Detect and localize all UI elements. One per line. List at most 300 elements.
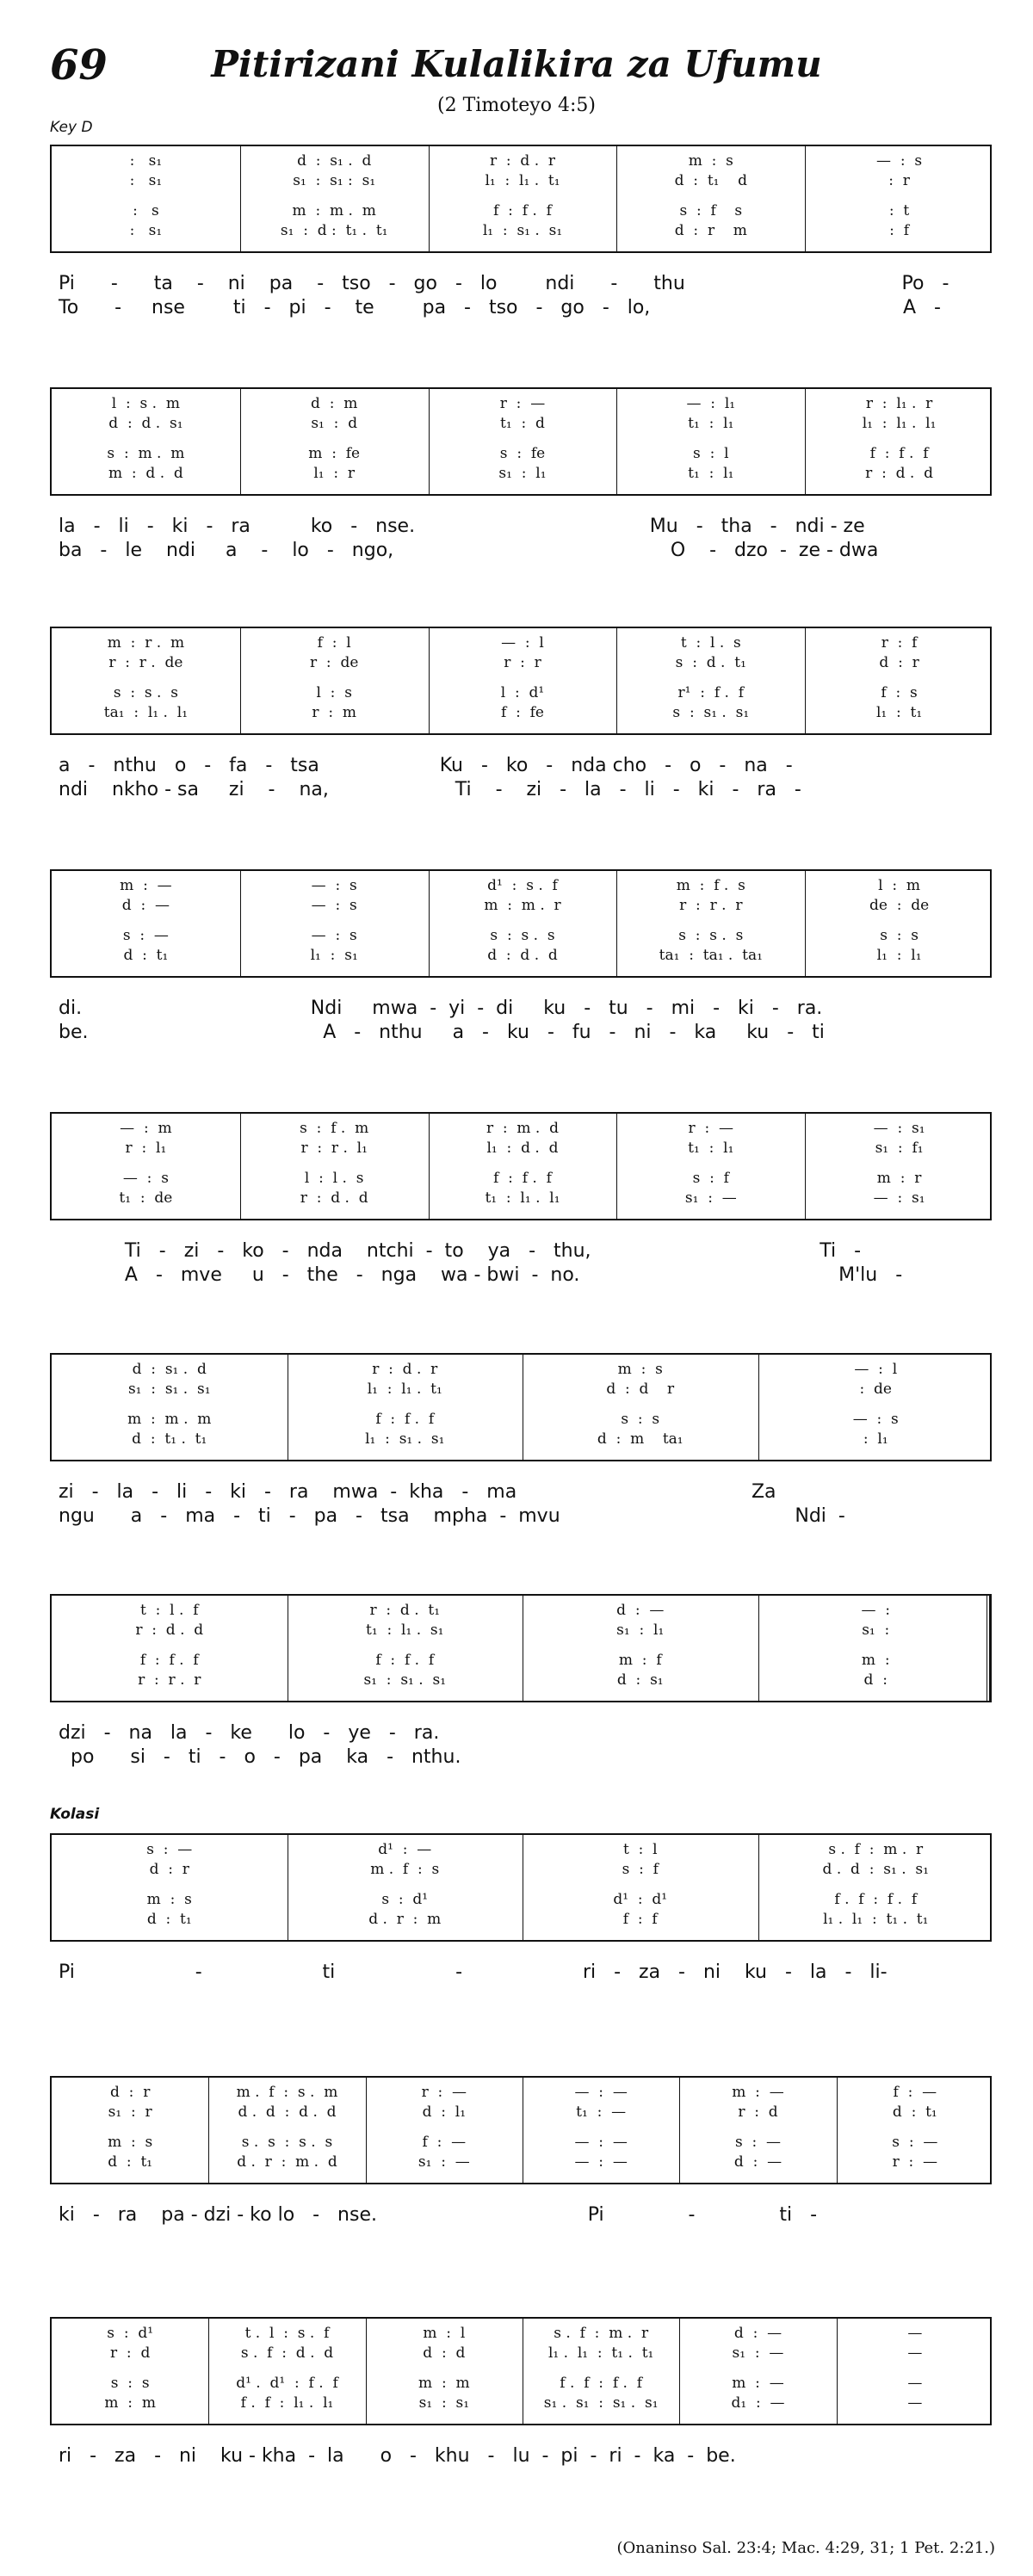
barline	[805, 628, 806, 733]
voice-part-tenor: s : —	[122, 927, 169, 944]
voice-part-tenor: r¹ : f . f	[677, 684, 745, 701]
voice-part-alto: d : d	[423, 2344, 466, 2362]
voice-part-tenor: f : f . f	[493, 1170, 552, 1187]
measure	[805, 389, 993, 494]
voice-part-soprano: r : —	[688, 1120, 734, 1137]
voice-part-bass: l₁ : t₁	[875, 704, 923, 721]
voice-part-bass: s₁ . s₁ : s₁ . s₁	[543, 2394, 659, 2412]
voice-part-alto: r : r . l₁	[300, 1140, 368, 1157]
voice-part-tenor: — : s	[311, 927, 357, 944]
voice-part-soprano: r : d . t₁	[369, 1602, 441, 1619]
voice-part-tenor: m : —	[732, 2375, 784, 2392]
voice-part-soprano: l : m	[878, 877, 921, 894]
barline	[429, 146, 430, 251]
voice-part-soprano: m . f : s . m	[236, 2084, 338, 2101]
barline	[837, 2078, 838, 2183]
voice-part-soprano: — : l	[854, 1361, 898, 1378]
voice-part-tenor: s : s	[110, 2375, 150, 2392]
measure	[523, 1355, 758, 1460]
voice-part-soprano: r : d . r	[372, 1361, 438, 1378]
voice-part-soprano: l : s . m	[111, 395, 181, 412]
voice-part-alto: r : l₁	[125, 1140, 167, 1157]
measure	[616, 146, 805, 251]
voice-part-alto: s₁ : s₁ : s₁	[293, 172, 376, 189]
measure	[429, 871, 617, 976]
lyric-line-verse-1: Pi - ti - ri - za - ni ku - la - li-	[59, 1961, 888, 1983]
voice-part-tenor: s : s . s	[490, 927, 555, 944]
measure	[679, 2078, 836, 2183]
measure	[429, 628, 617, 733]
voice-part-alto: l₁ : l₁ . t₁	[367, 1381, 442, 1398]
barline	[837, 2319, 838, 2424]
voice-part-alto: d : t₁	[892, 2103, 937, 2121]
measure	[240, 628, 429, 733]
music-system	[50, 145, 992, 334]
voice-part-alto: r : r	[504, 654, 541, 671]
voice-part-alto: d . d : d . d	[238, 2103, 337, 2121]
voice-part-soprano: —	[907, 2325, 923, 2342]
solfa-staff	[50, 1112, 992, 1220]
voice-part-bass: d : —	[733, 2153, 782, 2171]
voice-part-soprano: — : l₁	[686, 395, 736, 412]
solfa-staff	[50, 1594, 992, 1702]
voice-part-bass: l₁ : s₁	[310, 947, 358, 964]
voice-part-alto: t₁ : l₁	[688, 415, 734, 432]
measure	[805, 628, 993, 733]
voice-part-soprano: t : l . s	[680, 634, 741, 652]
lyric-line-verse-1: a - nthu o - fa - tsa Ku - ko - nda cho - o - na -	[59, 755, 793, 776]
measure	[240, 146, 429, 251]
lyric-line-verse-2: po si - ti - o - pa ka - nthu.	[59, 1746, 461, 1768]
voice-part-tenor: f . f : f . f	[834, 1891, 918, 1908]
voice-part-bass: t₁ : de	[119, 1189, 173, 1207]
lyric-line-verse-2: be. A - nthu a - ku - fu - ni - ka ku - ti	[59, 1022, 825, 1043]
voice-part-soprano: m : f . s	[676, 877, 745, 894]
voice-part-bass: s₁ : —	[418, 2153, 470, 2171]
voice-part-tenor: s : m . m	[107, 445, 185, 462]
voice-part-bass: l₁ : s₁ . s₁	[482, 222, 563, 239]
voice-part-alto: d : r	[149, 1861, 189, 1878]
measure	[679, 2319, 836, 2424]
voice-part-alto: — : s	[311, 897, 357, 914]
voice-part-soprano: s . f : m . r	[828, 1841, 924, 1858]
voice-part-soprano: t . l : s . f	[244, 2325, 330, 2342]
barline	[429, 628, 430, 733]
measure	[52, 1355, 288, 1460]
voice-part-tenor: m : r	[876, 1170, 922, 1187]
voice-part-soprano: m : —	[732, 2084, 784, 2101]
measure	[288, 1596, 523, 1701]
barline	[240, 146, 241, 251]
voice-part-tenor: d¹ . d¹ : f . f	[236, 2375, 338, 2392]
voice-part-bass: s₁ : s₁	[418, 2394, 470, 2412]
hymn-title: Pitirizani Kulalikira za Ufumu	[211, 43, 822, 85]
voice-part-tenor: : t	[888, 202, 910, 219]
voice-part-alto: d : r	[879, 654, 919, 671]
voice-part-alto: s . f : d . d	[240, 2344, 334, 2362]
voice-part-alto: r : d	[109, 2344, 151, 2362]
voice-part-bass: l₁ : s₁ . s₁	[365, 1430, 445, 1448]
footer-references: (Onaninso Sal. 23:4; Mac. 4:29, 31; 1 Pet. 2:21.)	[616, 2539, 995, 2557]
measure	[837, 2319, 993, 2424]
solfa-staff	[50, 2317, 992, 2425]
voice-part-alto: : de	[859, 1381, 892, 1398]
voice-part-tenor: — : s	[122, 1170, 169, 1187]
measure	[429, 146, 617, 251]
voice-part-soprano: m : —	[120, 877, 172, 894]
voice-part-alto: d : t₁ d	[674, 172, 747, 189]
measure	[240, 871, 429, 976]
measure	[52, 1114, 240, 1219]
voice-part-soprano: t : l	[622, 1841, 658, 1858]
barline	[616, 628, 617, 733]
voice-part-soprano: : s₁	[129, 152, 163, 170]
voice-part-tenor: — : s	[852, 1411, 899, 1428]
barline	[240, 389, 241, 494]
voice-part-tenor: s : s . s	[113, 684, 178, 701]
voice-part-bass: s₁ : —	[684, 1189, 737, 1207]
voice-part-tenor: m :	[861, 1652, 890, 1669]
voice-part-tenor: s : l	[693, 445, 729, 462]
music-system	[50, 1833, 992, 2023]
voice-part-bass: r : d . d	[865, 465, 934, 482]
voice-part-tenor: f . f : f . f	[560, 2375, 643, 2392]
voice-part-bass: f : f	[622, 1911, 658, 1928]
voice-part-soprano: — : l	[501, 634, 544, 652]
voice-part-soprano: d : s₁ . d	[297, 152, 372, 170]
measure	[52, 389, 240, 494]
voice-part-bass: d . r : m . d	[237, 2153, 337, 2171]
voice-part-soprano: — : s₁	[873, 1120, 925, 1137]
voice-part-soprano: r : m . d	[486, 1120, 560, 1137]
voice-part-tenor: — : —	[574, 2134, 628, 2151]
voice-part-bass: — : s₁	[873, 1189, 925, 1207]
voice-part-bass: l₁ : l₁	[876, 947, 922, 964]
music-system	[50, 2076, 992, 2265]
voice-part-alto: l₁ . l₁ : t₁ . t₁	[547, 2344, 654, 2362]
voice-part-bass: —	[907, 2394, 923, 2412]
lyric-line-verse-1: Ti - zi - ko - nda ntchi - to ya - thu, Ti -	[59, 1240, 862, 1262]
lyric-line-verse-1: dzi - na la - ke lo - ye - ra.	[59, 1722, 440, 1744]
key-signature: Key D	[50, 119, 93, 136]
measure	[52, 146, 240, 251]
voice-part-alto: d . d : s₁ . s₁	[822, 1861, 929, 1878]
voice-part-alto: : s₁	[129, 172, 163, 189]
measure	[837, 2078, 993, 2183]
voice-part-soprano: r : d . r	[489, 152, 556, 170]
solfa-staff	[50, 627, 992, 735]
lyric-line-verse-1: la - li - ki - ra ko - nse. Mu - tha - ndi - ze	[59, 516, 865, 537]
voice-part-tenor: m : m . m	[127, 1411, 212, 1428]
barline	[240, 628, 241, 733]
voice-part-soprano: — : m	[120, 1120, 172, 1137]
voice-part-bass: r : r . r	[138, 1671, 201, 1689]
voice-part-soprano: d : s₁ . d	[132, 1361, 207, 1378]
music-system	[50, 2317, 992, 2506]
voice-part-alto: m : m . r	[484, 897, 561, 914]
voice-part-alto: l₁ : d . d	[486, 1140, 559, 1157]
voice-part-bass: m : m	[104, 2394, 156, 2412]
lyric-line-verse-1: zi - la - li - ki - ra mwa - kha - ma Za	[59, 1481, 776, 1503]
voice-part-soprano: m : s	[617, 1361, 663, 1378]
barline	[240, 871, 241, 976]
voice-part-tenor: s : f s	[679, 202, 743, 219]
voice-part-tenor: s : —	[892, 2134, 938, 2151]
lyric-line-verse-1: di. Ndi mwa - yi - di ku - tu - mi - ki - ra.	[59, 998, 823, 1019]
voice-part-soprano: d : m	[311, 395, 358, 412]
voice-part-tenor: f : f . f	[375, 1652, 435, 1669]
measure	[616, 628, 805, 733]
voice-part-soprano: r : —	[499, 395, 546, 412]
barline	[208, 2078, 209, 2183]
measure	[758, 1596, 994, 1701]
measure	[52, 871, 240, 976]
voice-part-bass: r : m	[312, 704, 356, 721]
measure	[758, 1835, 994, 1940]
voice-part-alto: r : de	[309, 654, 359, 671]
voice-part-soprano: t : l . f	[139, 1602, 199, 1619]
measure	[616, 389, 805, 494]
voice-part-tenor: s : f	[692, 1170, 729, 1187]
lyric-line-verse-2: ngu a - ma - ti - pa - tsa mpha - mvu Ndi -	[59, 1505, 845, 1527]
hymn-number: 69	[50, 41, 108, 90]
voice-part-tenor: f : f . f	[493, 202, 552, 219]
voice-part-bass: d₁ : —	[731, 2394, 785, 2412]
measure	[208, 2319, 365, 2424]
barline	[805, 871, 806, 976]
voice-part-tenor: s : s	[621, 1411, 660, 1428]
lyric-line-verse-1: Pi - ta - ni pa - tso - go - lo ndi - thu Po -	[59, 273, 949, 294]
voice-part-bass: f : fe	[500, 704, 544, 721]
lyric-line-verse-2: To - nse ti - pi - te pa - tso - go - lo, A -	[59, 297, 941, 318]
voice-part-alto: t₁ : l₁ . s₁	[366, 1622, 444, 1639]
voice-part-soprano: d : —	[616, 1602, 665, 1619]
lyric-line-verse-1: ri - za - ni ku - kha - la o - khu - lu - pi - ri - ka - be.	[59, 2445, 736, 2467]
voice-part-tenor: f : f . f	[869, 445, 929, 462]
measure	[52, 2078, 208, 2183]
measure	[758, 1355, 994, 1460]
scripture-reference: (2 Timoteyo 4:5)	[437, 95, 596, 116]
voice-part-soprano: m : l	[423, 2325, 466, 2342]
measure	[52, 1596, 288, 1701]
voice-part-bass: d :	[863, 1671, 888, 1689]
solfa-staff	[50, 387, 992, 496]
voice-part-alto: s₁ : s₁ . s₁	[127, 1381, 211, 1398]
voice-part-alto: t₁ : d	[500, 415, 545, 432]
measure	[240, 1114, 429, 1219]
voice-part-alto: —	[907, 2344, 923, 2362]
music-system	[50, 387, 992, 577]
barline	[616, 389, 617, 494]
solfa-staff	[50, 2076, 992, 2184]
barline	[616, 146, 617, 251]
voice-part-bass: d : m ta₁	[597, 1430, 684, 1448]
voice-part-alto: d : l₁	[422, 2103, 467, 2121]
solfa-staff	[50, 869, 992, 978]
measure	[616, 1114, 805, 1219]
voice-part-tenor: f : —	[422, 2134, 467, 2151]
voice-part-bass: : l₁	[863, 1430, 888, 1448]
voice-part-soprano: d : r	[109, 2084, 151, 2101]
measure	[429, 1114, 617, 1219]
voice-part-alto: d : —	[121, 897, 170, 914]
voice-part-tenor: m : s	[146, 1891, 192, 1908]
voice-part-tenor: f : f . f	[375, 1411, 435, 1428]
voice-part-soprano: — : s	[876, 152, 923, 170]
voice-part-alto: s₁ : d	[311, 415, 358, 432]
voice-part-tenor: l : d¹	[500, 684, 545, 701]
voice-part-bass: d . r : m	[368, 1911, 442, 1928]
voice-part-tenor: f : f . f	[139, 1652, 199, 1669]
voice-part-alto: de : de	[869, 897, 930, 914]
voice-part-tenor: m : f	[618, 1652, 662, 1669]
voice-part-soprano: s : d¹	[107, 2325, 154, 2342]
barline	[208, 2319, 209, 2424]
voice-part-alto: s₁ : l₁	[616, 1622, 665, 1639]
final-barline	[987, 1596, 990, 1701]
voice-part-soprano: m : r . m	[107, 634, 185, 652]
measure	[366, 2078, 523, 2183]
voice-part-bass: : f	[889, 222, 909, 239]
voice-part-soprano: s : —	[146, 1841, 193, 1858]
voice-part-soprano: r : l₁ . r	[865, 395, 933, 412]
solfa-staff	[50, 1833, 992, 1942]
measure	[288, 1835, 523, 1940]
lyric-line-verse-1: ki - ra pa - dzi - ko lo - nse. Pi - ti -	[59, 2204, 818, 2226]
voice-part-alto: r : r . r	[679, 897, 743, 914]
voice-part-tenor: s : fe	[499, 445, 546, 462]
voice-part-tenor: m : m . m	[292, 202, 376, 219]
voice-part-alto: s : f	[622, 1861, 659, 1878]
voice-part-bass: t₁ : l₁	[688, 465, 734, 482]
barline	[805, 146, 806, 251]
measure	[208, 2078, 365, 2183]
voice-part-soprano: f : l	[317, 634, 351, 652]
voice-part-soprano: s . f : m . r	[554, 2325, 649, 2342]
measure	[52, 628, 240, 733]
voice-part-alto: s₁ : f₁	[875, 1140, 924, 1157]
voice-part-bass: d : t₁ . t₁	[132, 1430, 207, 1448]
barline	[366, 2078, 367, 2183]
lyric-line-verse-2: ndi nkho - sa zi - na, Ti - zi - la - li - ki - ra -	[59, 779, 801, 800]
voice-part-bass: ta₁ : l₁ . l₁	[103, 704, 189, 721]
voice-part-alto: s : d . t₁	[675, 654, 746, 671]
measure	[366, 2319, 523, 2424]
voice-part-soprano: — :	[861, 1602, 891, 1619]
measure	[523, 1835, 758, 1940]
chorus-label: Kolasi	[50, 1806, 100, 1823]
voice-part-bass: r : —	[892, 2153, 938, 2171]
barline	[429, 871, 430, 976]
barline	[679, 2319, 680, 2424]
measure	[523, 2078, 679, 2183]
voice-part-alto: t₁ : —	[576, 2103, 627, 2121]
lyric-line-verse-2: A - mve u - the - nga wa - bwi - no. M'lu -	[59, 1264, 903, 1286]
voice-part-bass: d : s₁	[616, 1671, 664, 1689]
voice-part-tenor: l : s	[316, 684, 352, 701]
barline	[616, 871, 617, 976]
voice-part-soprano: — : s	[311, 877, 357, 894]
voice-part-tenor: s : s	[880, 927, 919, 944]
barline	[240, 1114, 241, 1219]
voice-part-alto: : r	[888, 172, 910, 189]
measure	[805, 146, 993, 251]
voice-part-bass: f . f : l₁ . l₁	[240, 2394, 334, 2412]
voice-part-bass: — : —	[574, 2153, 628, 2171]
voice-part-alto: r : r . de	[108, 654, 183, 671]
voice-part-bass: m : d . d	[108, 465, 183, 482]
voice-part-soprano: d¹ : s . f	[487, 877, 558, 894]
voice-part-bass: s₁ : d : t₁ . t₁	[280, 222, 388, 239]
voice-part-alto: r : d	[738, 2103, 778, 2121]
music-system	[50, 1112, 992, 1301]
voice-part-alto: s₁ : —	[732, 2344, 784, 2362]
voice-part-alto: t₁ : l₁	[688, 1140, 734, 1157]
lyric-line-verse-2: ba - le ndi a - lo - ngo, O - dzo - ze - dwa	[59, 540, 879, 561]
measure	[240, 389, 429, 494]
solfa-staff	[50, 145, 992, 253]
voice-part-alto: s₁ :	[862, 1622, 890, 1639]
voice-part-tenor: m : m	[418, 2375, 470, 2392]
voice-part-soprano: f : —	[893, 2084, 937, 2101]
voice-part-bass: s : s₁ . s₁	[672, 704, 750, 721]
measure	[288, 1355, 523, 1460]
voice-part-soprano: d : —	[733, 2325, 782, 2342]
barline	[366, 2319, 367, 2424]
voice-part-soprano: m : s	[688, 152, 733, 170]
voice-part-tenor: —	[907, 2375, 923, 2392]
voice-part-tenor: s : s . s	[678, 927, 744, 944]
barline	[805, 1114, 806, 1219]
music-system	[50, 869, 992, 1059]
measure	[805, 1114, 993, 1219]
measure	[805, 871, 993, 976]
voice-part-bass: r : d . d	[300, 1189, 368, 1207]
voice-part-alto: s₁ : r	[108, 2103, 152, 2121]
voice-part-bass: ta₁ : ta₁ . ta₁	[659, 947, 763, 964]
voice-part-bass: l₁ . l₁ : t₁ . t₁	[823, 1911, 929, 1928]
barline	[679, 2078, 680, 2183]
voice-part-bass: s₁ : s₁ . s₁	[363, 1671, 447, 1689]
measure	[616, 871, 805, 976]
voice-part-tenor: f : s	[881, 684, 918, 701]
barline	[758, 1596, 759, 1701]
voice-part-alto: l₁ : l₁ . t₁	[485, 172, 560, 189]
voice-part-tenor: m : fe	[308, 445, 361, 462]
music-system	[50, 627, 992, 816]
barline	[429, 1114, 430, 1219]
voice-part-bass: d : d . d	[487, 947, 558, 964]
voice-part-soprano: d¹ : —	[378, 1841, 432, 1858]
voice-part-alto: d : d r	[606, 1381, 675, 1398]
barline	[758, 1355, 759, 1460]
voice-part-tenor: m : s	[108, 2134, 153, 2151]
measure	[523, 1596, 758, 1701]
voice-part-soprano: — : —	[574, 2084, 628, 2101]
voice-part-tenor: d¹ : d¹	[613, 1891, 668, 1908]
measure	[52, 2319, 208, 2424]
music-system	[50, 1594, 992, 1783]
voice-part-tenor: s . s : s . s	[241, 2134, 333, 2151]
solfa-staff	[50, 1353, 992, 1461]
barline	[805, 389, 806, 494]
voice-part-bass: d : t₁	[108, 2153, 153, 2171]
voice-part-soprano: r : f	[881, 634, 918, 652]
voice-part-soprano: r : —	[421, 2084, 467, 2101]
voice-part-soprano: s : f . m	[300, 1120, 369, 1137]
barline	[616, 1114, 617, 1219]
voice-part-alto: r : d . d	[135, 1622, 204, 1639]
